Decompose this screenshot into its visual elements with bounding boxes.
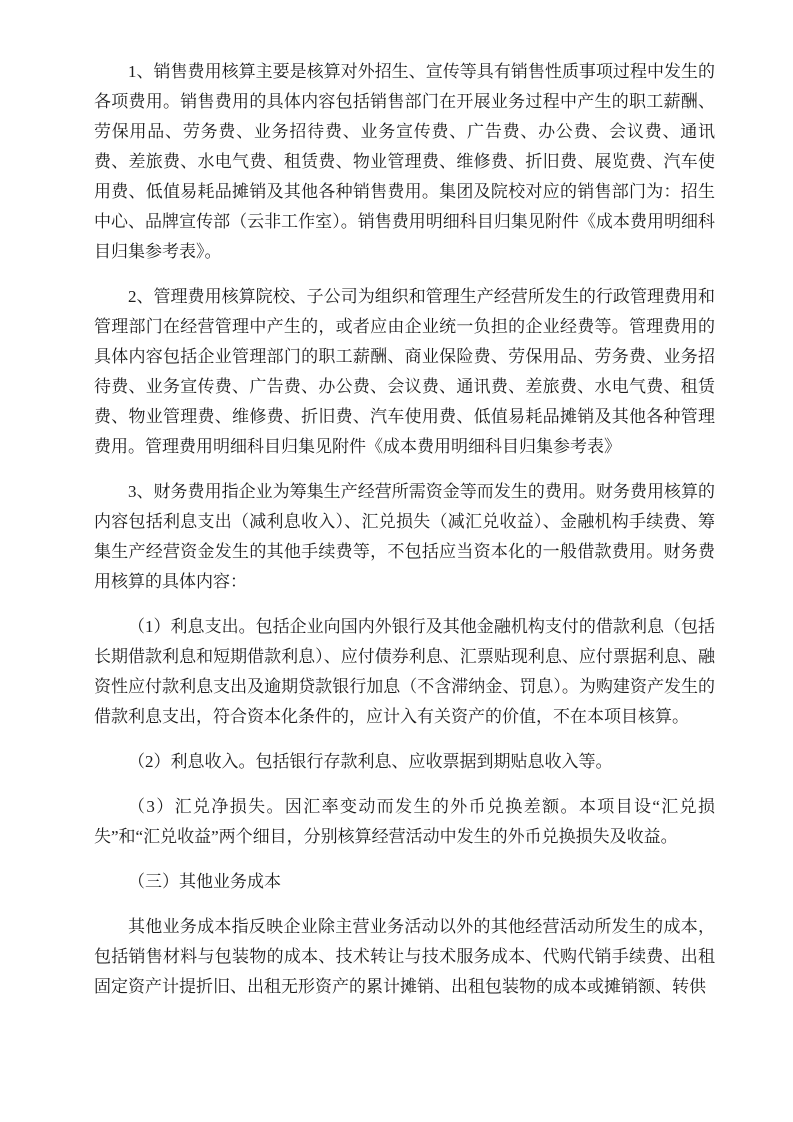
paragraph-interest-expense: （1）利息支出。包括企业向国内外银行及其他金融机构支付的借款利息（包括长期借款利息和短期借款利息）、应付债券利息、汇票贴现利息、应付票据利息、融资性应付款利息支出及逾期贷款银行加息（不含滞纳金、罚息）。为购建资产发生的借款利息支出，符合资本化条件的，应计入有关资产的价值，不在本项目核算。	[94, 617, 715, 726]
paragraph-other-business-cost: 其他业务成本指反映企业除主营业务活动以外的其他经营活动所发生的成本，包括销售材料与包装物的成本、技术转让与技术服务成本、代购代销手续费、出租固定资产计提折旧、出租无形资产的累计摊销、出租包装物的成本或摊销额、转供	[94, 917, 715, 996]
paragraph-finance-expense: 3、财务费用指企业为筹集生产经营所需资金等而发生的费用。财务费用核算的内容包括利息支出（减利息收入）、汇兑损失（减汇兑收益）、金融机构手续费、筹集生产经营资金发生的其他手续费等，不包括应当资本化的一般借款费用。财务费用核算的具体内容：	[94, 482, 715, 591]
paragraph-sales-expense: 1、销售费用核算主要是核算对外招生、宣传等具有销售性质事项过程中发生的各项费用。销售费用的具体内容包括销售部门在开展业务过程中产生的职工薪酬、劳保用品、劳务费、业务招待费、业务宣传费、广告费、办公费、会议费、通讯费、差旅费、水电气费、租赁费、物业管理费、维修费、折旧费、展览费、汽车使用费、低值易耗品摊销及其他各种销售费用。集团及院校对应的销售部门为：招生中心、品牌宣传部（云非工作室）。销售费用明细科目归集见附件《成本费用明细科目归集参考表》。	[94, 62, 715, 261]
paragraph-exchange-loss: （3）汇兑净损失。因汇率变动而发生的外币兑换差额。本项目设“汇兑损失”和“汇兑收益”两个细目，分别核算经营活动中发生的外币兑换损失及收益。	[94, 797, 715, 846]
paragraph-interest-income: （2）利息收入。包括银行存款利息、应收票据到期贴息收入等。	[128, 752, 613, 771]
paragraph-admin-expense: 2、管理费用核算院校、子公司为组织和管理生产经营所发生的行政管理费用和管理部门在经营管理中产生的，或者应由企业统一负担的企业经费等。管理费用的具体内容包括企业管理部门的职工薪酬、商业保险费、劳保用品、劳务费、业务招待费、业务宣传费、广告费、办公费、会议费、通讯费、差旅费、水电气费、租赁费、物业管理费、维修费、折旧费、汽车使用费、低值易耗品摊销及其他各种管理费用。管理费用明细科目归集见附件《成本费用明细科目归集参考表》	[94, 287, 715, 456]
document-body	[94, 57, 715, 1002]
heading-other-business-cost: （三）其他业务成本	[128, 872, 281, 891]
